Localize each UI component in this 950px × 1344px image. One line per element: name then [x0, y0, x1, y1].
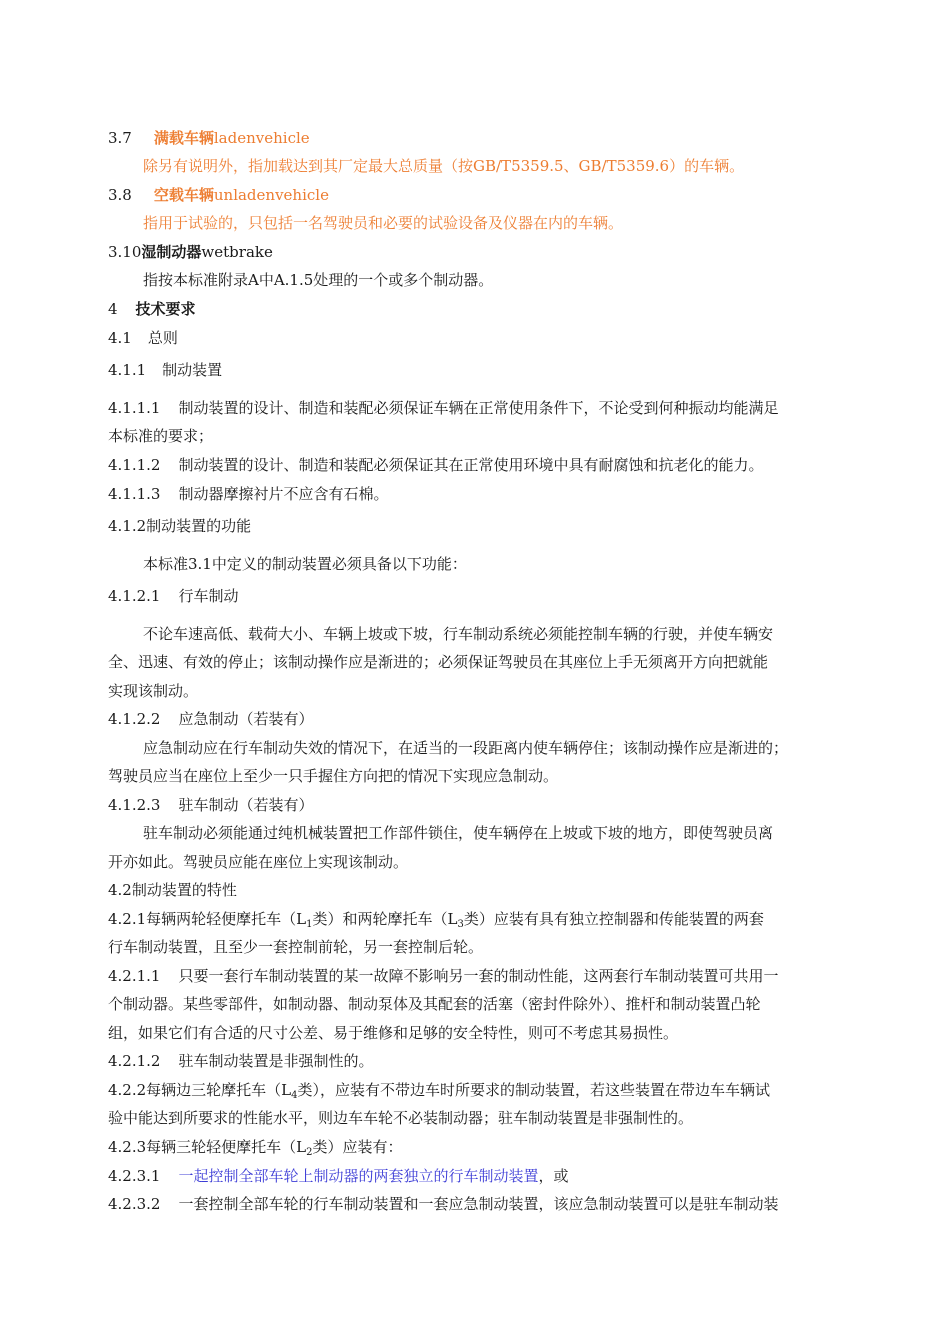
- section-4-1-2-heading: [108, 516, 251, 536]
- subscript: 4: [291, 1090, 298, 1101]
- highlighted-text: 一起控制全部车轮上制动器的两套独立的行车制动装置: [178, 1167, 539, 1185]
- section-number: 4.1.1: [108, 361, 147, 379]
- paragraph-text: 制动器摩擦衬片不应含有石棉。: [178, 485, 389, 503]
- section-number: 3.8: [108, 186, 132, 204]
- section-title: 行车制动: [178, 587, 239, 605]
- section-title: 制动装置: [162, 361, 223, 379]
- section-title: 总则: [147, 329, 178, 347]
- section-title: 驻车制动（若装有）: [178, 796, 314, 814]
- section-4-1-2-1-heading: [108, 586, 239, 606]
- section-4-1-2-1-p1: 不论车速高低、载荷大小、车辆上坡或下坡，行车制动系统必须能控制车辆的行驶，并使车辆安: [143, 625, 774, 643]
- paragraph-text: 制动装置的设计、制造和装配必须保证车辆在正常使用条件下，不论受到何种振动均能满足: [178, 399, 779, 417]
- text: 每辆边三轮摩托车（L: [146, 1081, 292, 1099]
- section-4-1-2-2-p2: 驾驶员应当在座位上至少一只手握住方向把的情况下实现应急制动。: [108, 767, 559, 785]
- text: 类）应装有：: [312, 1138, 403, 1156]
- section-4-1-heading: [108, 328, 178, 348]
- subscript: 1: [306, 919, 313, 930]
- term-english: ladenvehicle: [213, 129, 310, 147]
- section-3-8-heading: [108, 185, 329, 205]
- paragraph-text: 一套控制全部车轮的行车制动装置和一套应急制动装置，该应急制动装置可以是驻车制动装: [178, 1195, 779, 1213]
- section-number: 4.1.2.3: [108, 796, 161, 814]
- section-number: 4.2.1: [108, 910, 147, 928]
- term: 满载车辆: [153, 129, 214, 147]
- section-number: 4.1.2: [108, 517, 147, 535]
- paragraph-text: 只要一套行车制动装置的某一故障不影响另一套的制动性能，这两套行车制动装置可共用一: [178, 967, 779, 985]
- section-3-7-heading: [108, 128, 310, 148]
- definition-3-10: 指按本标准附录A中A.1.5处理的一个或多个制动器。: [143, 271, 494, 289]
- section-number: 3.10: [108, 243, 142, 261]
- definition-3-7: 除另有说明外，指加载达到其厂定最大总质量（按GB/T5359.5、GB/T5359.6）的车辆。: [143, 157, 745, 175]
- section-4-2-1-1-line1: [108, 966, 779, 986]
- paragraph-text: 驻车制动装置是非强制性的。: [178, 1052, 374, 1070]
- section-4-1-1-heading: [108, 360, 222, 380]
- paragraph-text: 制动装置的设计、制造和装配必须保证其在正常使用环境中具有耐腐蚀和抗老化的能力。: [178, 456, 764, 474]
- term-english: unladenvehicle: [213, 186, 329, 204]
- term: 湿制动器: [141, 243, 202, 261]
- section-4-2-1-line1: [108, 909, 764, 935]
- section-4-2-1-1-line3: 组，如果它们有合适的尺寸公差、易于维修和足够的安全特性，则可不考虑其易损性。: [108, 1024, 679, 1042]
- section-4-1-1-1-line2: 本标准的要求；: [108, 427, 214, 445]
- definition-3-8: 指用于试验的，只包括一名驾驶员和必要的试验设备及仪器在内的车辆。: [143, 214, 624, 232]
- text: 类），应装有不带边车时所要求的制动装置，若这些装置在带边车车辆试: [297, 1081, 771, 1099]
- section-4-2-1-line2: 行车制动装置，且至少一套控制前轮，另一套控制后轮。: [108, 938, 484, 956]
- term: 空载车辆: [153, 186, 214, 204]
- section-number: 4.1: [108, 329, 132, 347]
- section-4-1-2-3-p1: 驻车制动必须能通过纯机械装置把工作部件锁住，使车辆停在上坡或下坡的地方，即使驾驶员离: [143, 824, 774, 842]
- section-4-1-2-1-p2: 全、迅速、有效的停止；该制动操作应是渐进的；必须保证驾驶员在其座位上手无须离开方向把就能: [108, 653, 769, 671]
- section-4-1-1-3: [108, 484, 389, 504]
- term-english: wetbrake: [201, 243, 273, 261]
- section-number: 4.2.1.2: [108, 1052, 161, 1070]
- subscript: 3: [457, 919, 464, 930]
- text: 类）应装有具有独立控制器和传能装置的两套: [463, 910, 764, 928]
- section-4-2-3-heading: [108, 1137, 403, 1163]
- text: 每辆三轮轻便摩托车（L: [146, 1138, 307, 1156]
- section-number: 4.1.1.3: [108, 485, 161, 503]
- section-title: 制动装置的特性: [131, 881, 237, 899]
- section-4-1-2-3-p2: 开亦如此。驾驶员应能在座位上实现该制动。: [108, 853, 409, 871]
- section-number: 3.7: [108, 129, 132, 147]
- section-number: 4.1.2.2: [108, 710, 161, 728]
- text: 每辆两轮轻便摩托车（L: [146, 910, 307, 928]
- section-4-2-2-line2: 验中能达到所要求的性能水平，则边车车轮不必装制动器；驻车制动装置是非强制性的。: [108, 1109, 694, 1127]
- section-number: 4.2.3: [108, 1138, 147, 1156]
- section-number: 4.1.2.1: [108, 587, 161, 605]
- section-number: 4: [108, 300, 118, 318]
- section-number: 4.2.3.2: [108, 1195, 161, 1213]
- section-number: 4.1.1.1: [108, 399, 161, 417]
- section-4-heading: [108, 299, 196, 319]
- section-4-2-3-2: [108, 1194, 779, 1214]
- section-4-2-heading: [108, 880, 237, 900]
- section-4-1-2-3-heading: [108, 795, 314, 815]
- section-4-1-2-2-p1: 应急制动应在行车制动失效的情况下，在适当的一段距离内使车辆停住；该制动操作应是渐进的；: [143, 739, 789, 757]
- section-4-1-1-2: [108, 455, 764, 475]
- section-title: 技术要求: [135, 300, 196, 318]
- section-4-2-1-2: [108, 1051, 374, 1071]
- section-3-10-heading: [108, 242, 273, 262]
- section-number: 4.1.1.2: [108, 456, 161, 474]
- section-number: 4.2.1.1: [108, 967, 161, 985]
- section-4-1-2-intro: 本标准3.1中定义的制动装置必须具备以下功能：: [143, 555, 467, 573]
- section-4-2-2-line1: [108, 1080, 770, 1106]
- section-number: 4.2: [108, 881, 132, 899]
- section-number: 4.2.3.1: [108, 1167, 161, 1185]
- section-4-2-1-1-line2: 个制动器。某些零部件，如制动器、制动泵体及其配套的活塞（密封件除外）、推杆和制动装置凸轮: [108, 995, 761, 1013]
- section-title: 制动装置的功能: [146, 517, 252, 535]
- section-4-1-2-1-p3: 实现该制动。: [108, 682, 199, 700]
- text: 类）和两轮摩托车（L: [312, 910, 458, 928]
- section-4-2-3-1: [108, 1166, 569, 1186]
- section-4-1-1-1-line1: [108, 398, 779, 418]
- section-number: 4.2.2: [108, 1081, 147, 1099]
- section-title: 应急制动（若装有）: [178, 710, 314, 728]
- text: ，或: [538, 1167, 569, 1185]
- subscript: 2: [306, 1147, 313, 1158]
- section-4-1-2-2-heading: [108, 709, 314, 729]
